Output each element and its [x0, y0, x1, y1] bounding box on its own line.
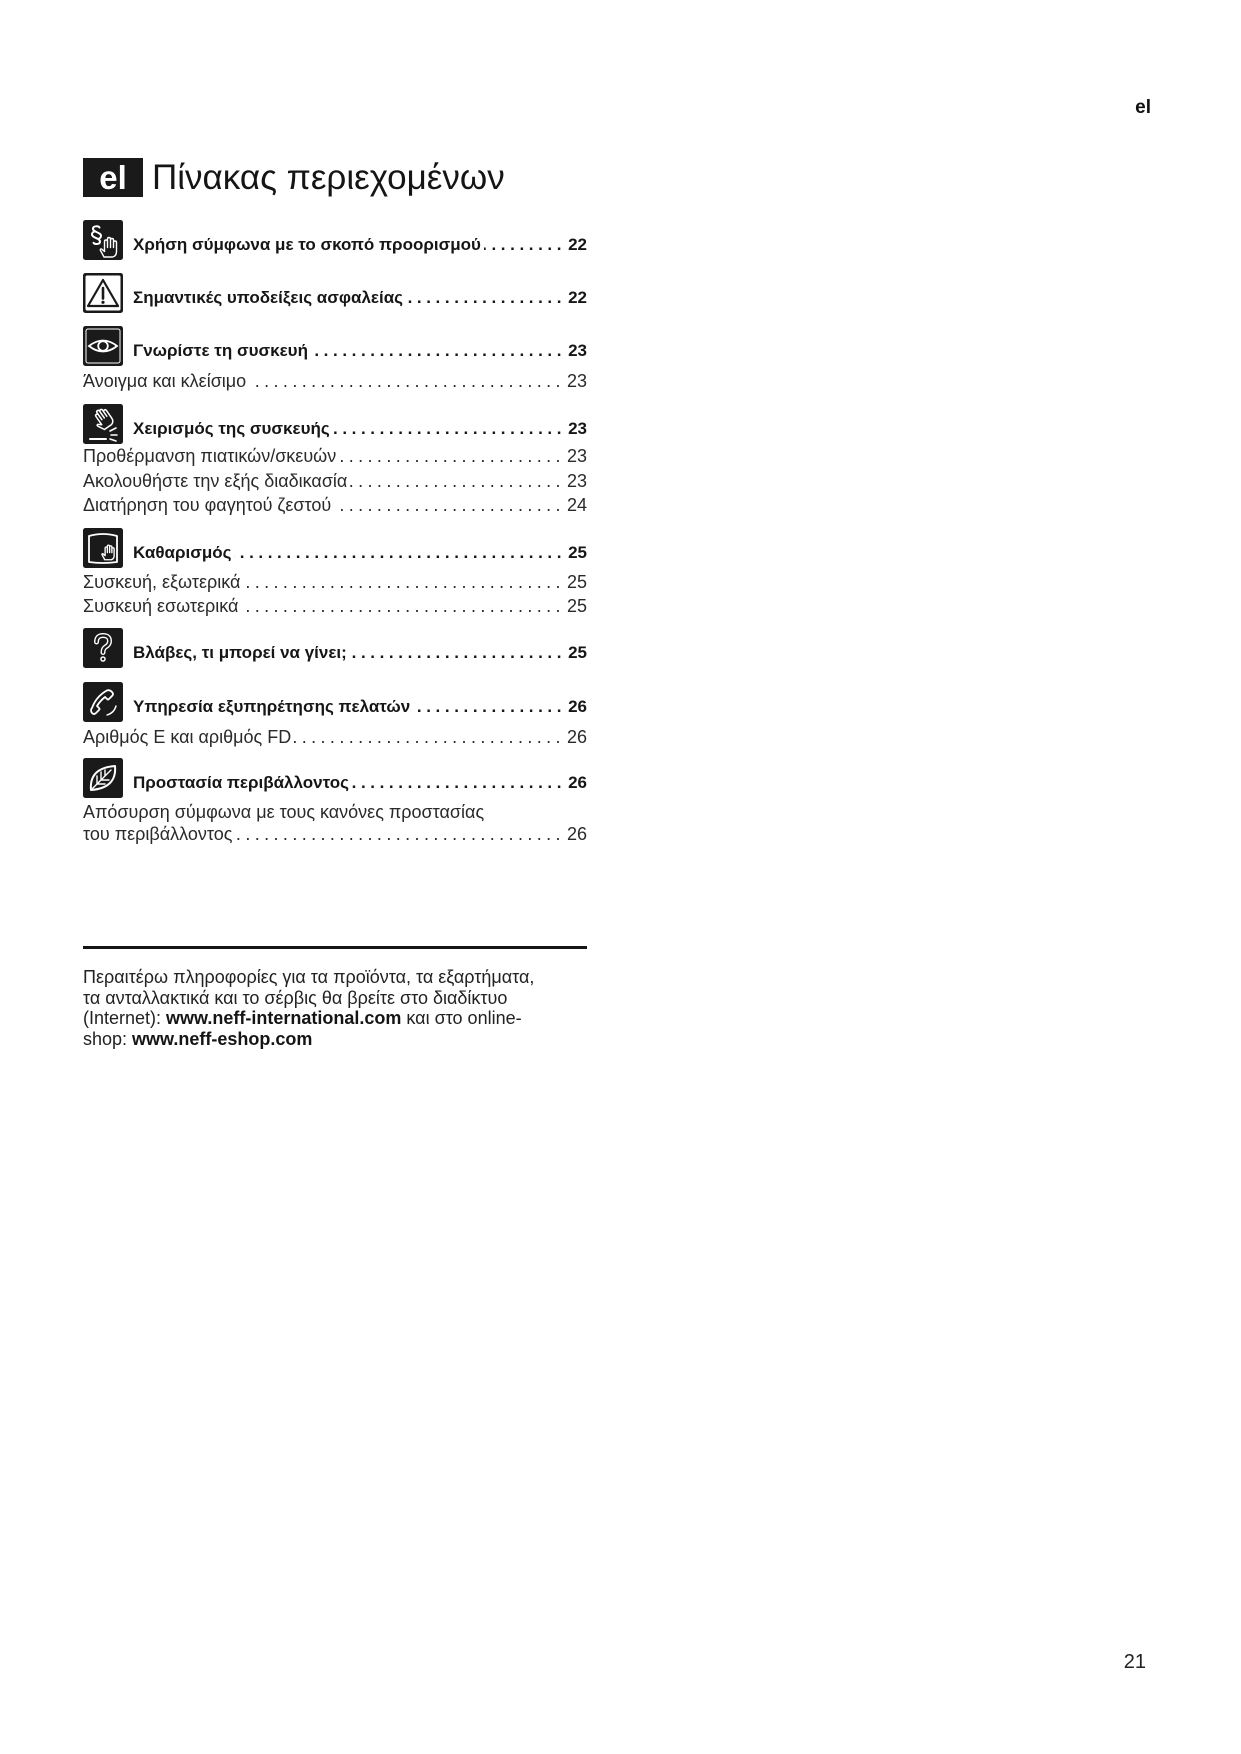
toc-entry-title: Γνωρίστε τη συσκευή — [133, 341, 308, 360]
leaf-icon — [83, 758, 123, 798]
toc-subentry-title: Συσκευή, εξωτερικά — [83, 572, 241, 592]
leader-dots — [350, 642, 566, 664]
cleaning-icon — [83, 528, 123, 568]
toc-subentry-title: Ακολουθήστε την εξής διαδικασία — [83, 471, 348, 491]
language-code: el — [1135, 97, 1151, 118]
section-hand-icon — [83, 220, 123, 260]
leader-dots — [406, 287, 566, 309]
leader-dots — [311, 340, 566, 362]
toc-entry-title: Καθαρισμός — [133, 543, 232, 562]
leader-dots — [235, 823, 565, 845]
toc-entry-safety — [133, 287, 587, 309]
leader-dots — [249, 370, 565, 392]
toc-subentry-page: 23 — [566, 446, 587, 466]
leader-dots — [241, 595, 565, 617]
language-badge: el — [83, 158, 143, 197]
footer-note-line: Περαιτέρω πληροφορίες για τα προϊόντα, τα εξαρτήματα, — [83, 967, 535, 987]
toc-entry-operation — [133, 418, 587, 440]
toc-subentry-continued — [83, 823, 587, 845]
toc-entry-title: Χρήση σύμφωνα με το σκοπό προορισμού — [133, 235, 481, 254]
leader-dots — [334, 494, 565, 516]
footer-note-text: και στο online- — [401, 1008, 522, 1029]
leader-dots — [352, 772, 566, 794]
page-title: Πίνακας περιεχομένων — [152, 158, 505, 197]
toc-entry-title: Υπηρεσία εξυπηρέτησης πελατών — [133, 697, 411, 716]
toc-entry-intended-use — [133, 234, 587, 256]
toc-entry-page: 26 — [568, 697, 587, 716]
footer-note — [83, 967, 603, 1049]
toc-subentry-title: Απόσυρση σύμφωνα με τους κανόνες προστασίας — [83, 802, 485, 822]
warning-icon — [83, 273, 123, 313]
phone-icon — [83, 682, 123, 722]
leader-dots — [294, 726, 565, 748]
hand-operation-icon — [83, 404, 123, 444]
toc-subentry-title-continued: του περιβάλλοντος — [83, 824, 233, 844]
question-icon — [83, 628, 123, 668]
leader-dots — [350, 470, 565, 492]
toc-entry-page: 23 — [568, 341, 587, 360]
footer-note-text: (Internet): — [83, 1008, 167, 1029]
toc-entry-page: 26 — [568, 773, 587, 792]
toc-subentry — [83, 726, 587, 748]
footer-note-line — [83, 1029, 603, 1050]
toc-subentry — [83, 801, 587, 823]
toc-entry-title: Χειρισμός της συσκευής — [133, 419, 330, 438]
link-neff-eshop: www.neff-eshop.com — [132, 1028, 313, 1049]
toc-entry-appliance — [133, 340, 587, 362]
toc-subentry — [83, 595, 587, 617]
toc-entry-title: Βλάβες, τι μπορεί να γίνει; — [133, 643, 347, 662]
toc-subentry-title: Προθέρμανση πιατικών/σκευών — [83, 446, 337, 466]
leader-dots — [333, 418, 566, 440]
leader-dots — [339, 445, 565, 467]
footer-note-line — [83, 1008, 603, 1029]
toc-subentry-title: Αριθμός E και αριθμός FD — [83, 727, 292, 747]
toc-entry-cleaning — [133, 542, 587, 564]
toc-subentry — [83, 445, 587, 467]
footer-note-text: shop: — [83, 1028, 133, 1049]
leader-dots — [484, 234, 566, 256]
toc-entry-title: Σημαντικές υποδείξεις ασφαλείας — [133, 288, 403, 307]
toc-subentry-page: 23 — [566, 471, 587, 491]
toc-entry-page: 22 — [568, 288, 587, 307]
toc-subentry-page: 23 — [566, 371, 587, 391]
toc-subentry-page: 25 — [566, 596, 587, 616]
toc-subentry-title: Άνοιγμα και κλείσιμο — [83, 371, 247, 391]
toc-subentry-title: Συσκευή εσωτερικά — [83, 596, 239, 616]
toc-entry-page: 22 — [568, 235, 587, 254]
toc-entry-page: 25 — [568, 643, 587, 662]
toc-entry-environment — [133, 772, 587, 794]
divider — [83, 946, 587, 949]
leader-dots — [234, 542, 566, 564]
toc-subentry-page: 26 — [566, 824, 587, 844]
toc-subentry — [83, 571, 587, 593]
eye-icon — [83, 326, 123, 366]
toc-subentry-page: 25 — [566, 572, 587, 592]
footer-note-line: τα ανταλλακτικά και το σέρβις θα βρείτε στο διαδίκτυο — [83, 987, 508, 1008]
leader-dots — [243, 571, 565, 593]
toc-subentry — [83, 470, 587, 492]
page-number: 21 — [1123, 1651, 1146, 1673]
toc-entry-faults — [133, 642, 587, 664]
toc-subentry — [83, 370, 587, 392]
leader-dots — [413, 696, 566, 718]
toc-entry-page: 25 — [568, 543, 587, 562]
toc-entry-title: Προστασία περιβάλλοντος — [133, 773, 349, 792]
toc-entry-customer-service — [133, 696, 587, 718]
toc-subentry — [83, 494, 587, 516]
toc-subentry-page: 24 — [566, 495, 587, 515]
link-neff-international: www.neff-international.com — [166, 1008, 402, 1029]
toc-entry-page: 23 — [568, 419, 587, 438]
toc-subentry-title: Διατήρηση του φαγητού ζεστού — [83, 495, 332, 515]
toc-subentry-page: 26 — [566, 727, 587, 747]
